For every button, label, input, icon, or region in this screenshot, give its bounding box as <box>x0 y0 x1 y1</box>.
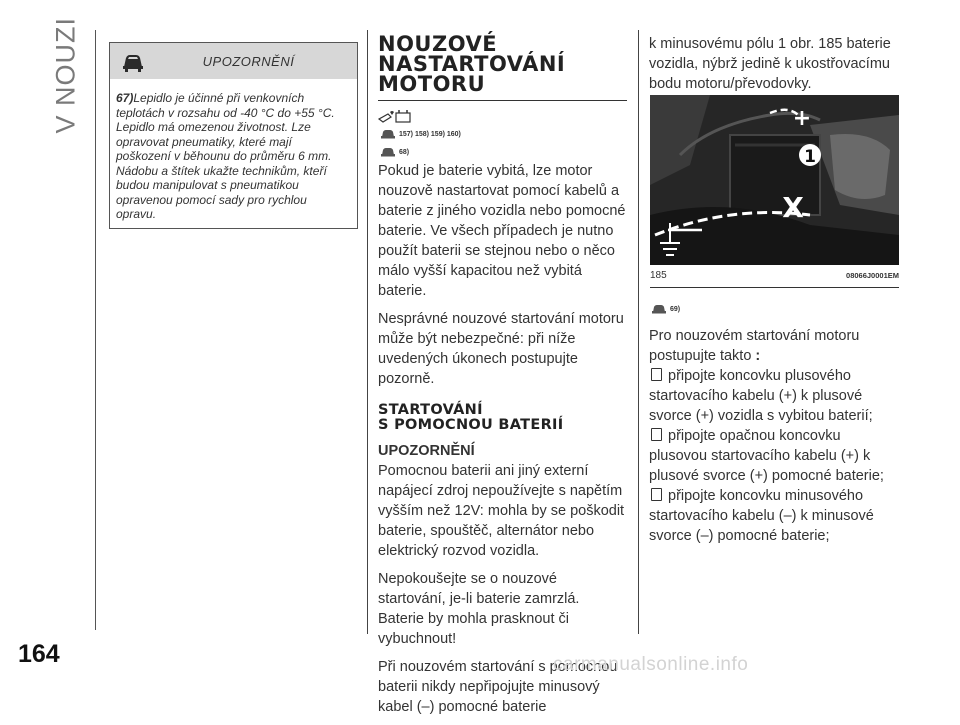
warning-box-title: UPOZORNĚNÍ <box>202 54 295 69</box>
steps-intro-colon: : <box>755 348 761 364</box>
paragraph: Pomocnou baterii ani jiný externí napájecí zdroj nepoužívejte s napětím vyšším než 12V: mohla by se poškodit baterie, spouštěč, alternátor nebo elektrický rozvod vozidla. <box>378 463 625 559</box>
references-b: 68) <box>399 149 410 156</box>
checkbox-icon <box>651 488 662 501</box>
battery-tool-icon <box>378 109 412 125</box>
section-title-line-1: NOUZOVÉ <box>378 32 498 56</box>
warning-label: UPOZORNĚNÍ <box>378 443 475 459</box>
step-text: připojte koncovku minusového startovacího kabelu (–) k minusové svorce (–) pomocné baterie; <box>649 488 874 544</box>
warning-box <box>109 42 358 229</box>
car-warning-icon-small <box>380 145 396 159</box>
engine-bay-illustration <box>650 95 899 265</box>
column-2 <box>378 34 628 725</box>
subsection-title-line-2: S POMOCNOU BATERIÍ <box>378 417 564 433</box>
paragraph: Při nouzovém startování s pomocnou baterii nikdy nepřipojujte minusový kabel (–) pomocné baterie <box>378 659 618 715</box>
section-title-rule <box>378 100 627 101</box>
column-3 <box>649 34 901 102</box>
figure-label-x: X <box>782 191 804 224</box>
warning-number: 67) <box>116 91 134 105</box>
paragraph: Nepokoušejte se o nouzové startování, je-li baterie zamrzlá. Baterie by mohla prasknout či vybuchnout! <box>378 571 580 647</box>
chapter-tab <box>44 16 88 134</box>
figure-label-1: 1 <box>804 147 816 167</box>
subsection-title-line-1: STARTOVÁNÍ <box>378 402 483 418</box>
engine-bay-figure <box>650 95 899 265</box>
margin-divider <box>95 30 96 630</box>
section-title <box>378 34 628 94</box>
section-title-line-3: MOTORU <box>378 72 486 96</box>
page-number: 164 <box>18 640 60 668</box>
paragraph: Pokud je baterie vybitá, lze motor nouzově nastartovat pomocí kabelů a baterie z jiného vozidla nebo pomocné baterie. Ve všech případech je nutno použít baterii se stejnou nebo o něco málo vyšší kapacitou než vybitá baterie. <box>378 163 626 299</box>
car-warning-icon-small <box>380 127 396 141</box>
reference-icons <box>378 107 628 161</box>
steps-intro <box>649 326 901 366</box>
watermark: carmanualsonline.info <box>553 654 749 675</box>
figure-code: 08066J0001EM <box>846 271 899 280</box>
column-divider-1 <box>367 30 368 634</box>
warning-box-header <box>110 43 357 79</box>
reference-row <box>649 300 901 326</box>
paragraph: k minusovému pólu 1 obr. 185 baterie vozidla, nýbrž jedině k ukostřovacímu bodu motoru/převodovky. <box>649 36 891 92</box>
step-item <box>649 486 901 546</box>
column-divider-2 <box>638 30 639 634</box>
paragraph: Nesprávné nouzové startování motoru může být nebezpečné: při níže uvedených úkonech postupujte pozorně. <box>378 311 624 387</box>
step-item <box>649 366 901 426</box>
checkbox-icon <box>651 368 662 381</box>
section-title-line-2: NASTARTOVÁNÍ <box>378 52 566 76</box>
steps-intro-text: Pro nouzovém startování motoru postupujte takto <box>649 328 860 364</box>
step-text: připojte opačnou koncovku plusovou startovacího kabelu (+) k plusové svorce (+) pomocné baterie; <box>649 428 884 484</box>
chapter-tab-label: V NOUZI <box>50 16 81 134</box>
figure-label-plus: + <box>792 106 812 131</box>
references-a: 157) 158) 159) 160) <box>399 131 461 138</box>
column-3-steps <box>649 300 901 546</box>
figure-number: 185 <box>650 270 667 281</box>
warning-text: Lepidlo je účinné při venkovních teplotách v rozsahu od -40 °C do +55 °C. Lepidlo má omezenou životnost. Lze opravovat pneumatiky, které mají poškození v běhounu do průměru 6 mm. Nádobu a štítek ukažte technikům, kteří budou manipulovat s pneumatikou opravenou pomocí sady pro rychlou opravu. <box>116 91 335 221</box>
step-item <box>649 426 901 486</box>
step-text: připojte koncovku plusového startovacího kabelu (+) k plusové svorce (+) vozidla s vybitou baterií; <box>649 368 873 424</box>
car-warning-icon-small <box>651 302 667 316</box>
warning-box-body <box>110 79 357 222</box>
subsection-title <box>378 403 628 433</box>
figure-caption <box>650 265 899 288</box>
reference-69: 69) <box>670 306 681 313</box>
checkbox-icon <box>651 428 662 441</box>
